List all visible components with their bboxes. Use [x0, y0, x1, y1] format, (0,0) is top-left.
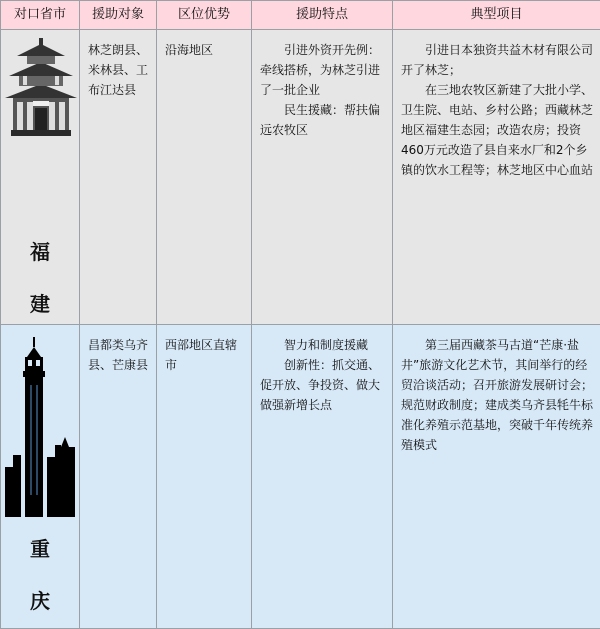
- province-char: 重: [1, 523, 79, 575]
- header-province: 对口省市: [1, 1, 80, 30]
- feature-item: 创新性：抓交通、促开放、争投资、做大做强新增长点: [260, 355, 386, 415]
- advantage-cell: 沿海地区: [157, 30, 252, 325]
- advantage-cell: 西部地区直辖市: [157, 325, 252, 629]
- feature-item: 引进外资开先例：牵线搭桥，为林芝引进了一批企业: [260, 40, 386, 100]
- project-item: 引进日本独资共益木材有限公司开了林芝；: [401, 40, 594, 80]
- province-char: 福: [1, 226, 79, 278]
- province-cell-chongqing: [1, 325, 80, 629]
- features-cell: [252, 325, 393, 629]
- feature-item: 民生援藏：帮扶偏远农牧区: [260, 100, 386, 140]
- projects-cell: [393, 30, 600, 325]
- features-cell: [252, 30, 393, 325]
- project-item: 在三地农牧区新建了大批小学、卫生院、电站、乡村公路；西藏林芝地区福建生态园；改造农房；投资460万元改造了县自来水厂和2个乡镇的饮水工程等；林芝地区中心血站: [401, 80, 594, 180]
- province-char: 庆: [1, 575, 79, 627]
- province-cell-fujian: [1, 30, 80, 325]
- province-char: 建: [1, 278, 79, 330]
- target-cell: 林芝朗县、米林县、工布江达县: [80, 30, 157, 325]
- projects-cell: [393, 325, 600, 629]
- project-item: 第三届西藏茶马古道“芒康·盐井”旅游文化艺术节，其间举行的经贸洽谈活动；召开旅游发展研讨会；规范财政制度；建成类乌齐县牦牛标准化养殖示范基地，突破千年传统养殖模式: [401, 335, 594, 455]
- header-target: 援助对象: [80, 1, 157, 30]
- feature-item: 智力和制度援藏: [260, 335, 386, 355]
- table-row-chongqing: [1, 325, 600, 629]
- header-advantage: 区位优势: [157, 1, 252, 30]
- target-cell: 昌都类乌齐县、芒康县: [80, 325, 157, 629]
- header-row: [1, 1, 600, 30]
- pagoda-building-icon: [3, 38, 79, 138]
- liberation-monument-skyline-icon: [3, 337, 79, 517]
- header-features: 援助特点: [252, 1, 393, 30]
- province-name-fujian: [1, 226, 79, 330]
- table-row-fujian: [1, 30, 600, 325]
- header-projects: 典型项目: [393, 1, 600, 30]
- province-name-chongqing: [1, 523, 79, 627]
